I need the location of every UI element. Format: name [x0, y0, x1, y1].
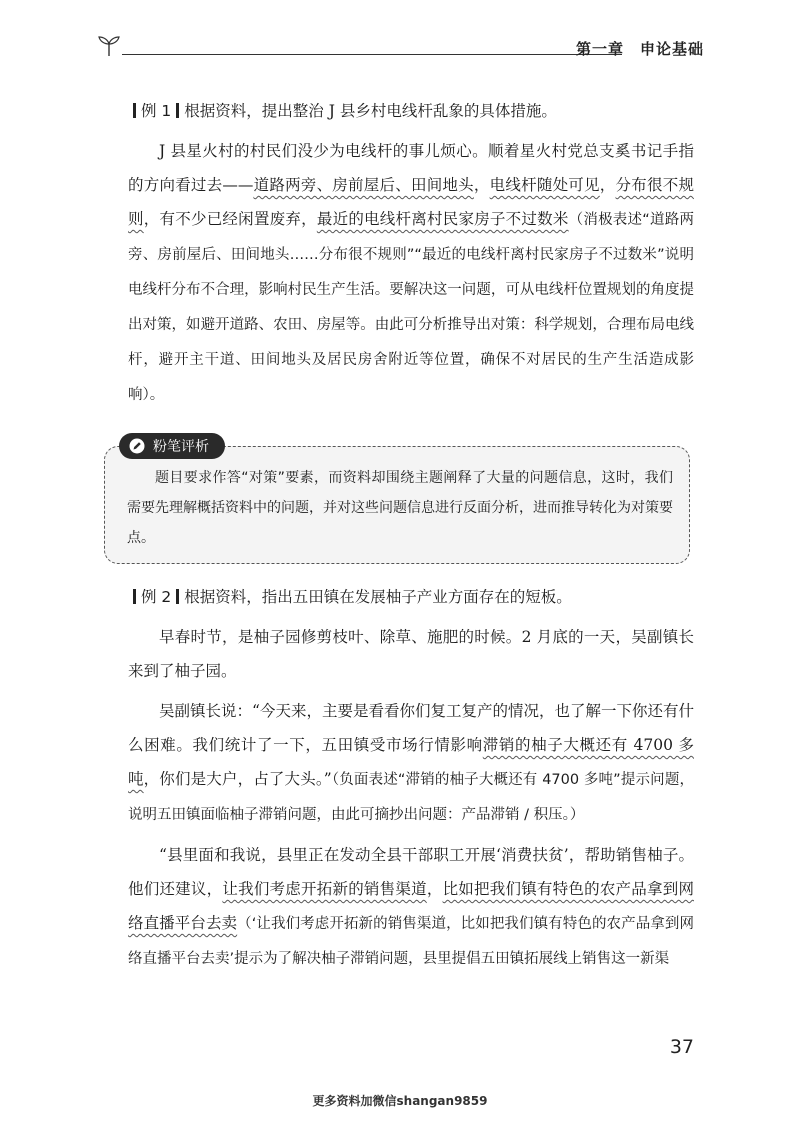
page-number: 37 — [669, 1036, 694, 1058]
commentary-text: 题目要求作答“对策”要素，而资料却围绕主题阐释了大量的问题信息，这时，我们需要先理解概括资料中的问题，并对这些问题信息进行反面分析，进而推导转化为对策要点。 — [127, 470, 673, 546]
wavy-underline: 比如把我们镇有特色的农产品拿到网络直播平台去卖 — [128, 880, 694, 932]
footer-watermark: 更多资料加微信shangan9859 — [312, 1094, 488, 1108]
label-bar-left — [133, 103, 136, 118]
example1-question-line — [128, 94, 694, 128]
label-bar-right — [176, 103, 179, 118]
example2-paragraph-1: 早春时节，是柚子园修剪枝叶、除草、施肥的时候。2 月底的一天，吴副镇长来到了柚子园。 — [128, 628, 694, 680]
example2-paragraph-3: “县里面和我说，县里正在发动全县干部职工开展‘消费扶贫’，帮助销售柚子。他们还建议，让我们考虑开拓新的销售渠道，比如把我们镇有特色的农产品拿到网络直播平台去卖（‘让我们考虑开拓新的销售渠道，比如把我们镇有特色的农产品拿到网络直播平台去卖’提示为了解决柚子滞销问题，县里提倡五田镇拓展线上销售这一新渠 — [128, 846, 694, 967]
wavy-underline: 让我们考虑开拓新的销售渠道 — [222, 880, 427, 898]
section-name: 申论基础 — [639, 40, 704, 58]
wavy-underline: 分布很不规则 — [128, 176, 694, 228]
example1-question: 根据资料，提出整治 J 县乡村电线杆乱象的具体措施。 — [184, 102, 557, 120]
label-bar-right — [176, 589, 179, 604]
wavy-underline: 电线杆随处可见 — [489, 176, 600, 194]
example2-label: 例 2 — [128, 588, 184, 606]
analysis-text: （消极表述“道路两旁、房前屋后、田间地头……分布很不规则”“最近的电线杆离村民家房子不过数米”说明电线杆分布不合理，影响村民生产生活。要解决这一问题，可从电线杆位置规划的角度提出对策，如避开道路、农田、房屋等。由此可分析推导出对策：科学规划，合理布局电线杆，避开主干道、田间地头及居民房舍附近等位置，确保不对居民的生产生活造成影响）。 — [128, 212, 694, 403]
analysis-text: （负面表述“滞销的柚子大概还有 4700 多吨”提示问题，说明五田镇面临柚子滞销问题，由此可摘抄出问题：产品滞销 / 积压。） — [128, 772, 694, 823]
pencil-icon — [129, 438, 145, 454]
example2-paragraph-2: 吴副镇长说：“今天来，主要是看看你们复工复产的情况，也了解一下你还有什么困难。我们统计了一下，五田镇受市场行情影响滞销的柚子大概还有 4700 多吨，你们是大户，占了大头。”（负面表述“滞销的柚子大概还有 4700 多吨”提示问题，说明五田镇面临柚子滞销问题，由此可摘抄出问题：产品滞销 / 积压。） — [128, 702, 694, 823]
header-rule — [122, 54, 622, 55]
chapter-number: 第一章 — [575, 40, 624, 58]
wavy-underline: 滞销的柚子大概还有 4700 多吨 — [128, 736, 694, 788]
example2-question: 根据资料，指出五田镇在发展柚子产业方面存在的短板。 — [184, 588, 572, 606]
example1-label: 例 1 — [128, 102, 184, 120]
wavy-underline: 道路两旁、房前屋后、田间地头 — [253, 176, 474, 194]
commentary-box — [104, 439, 690, 564]
example2-question-line — [128, 580, 694, 614]
label-bar-left — [133, 589, 136, 604]
analysis-text: （‘让我们考虑开拓新的销售渠道，比如把我们镇有特色的农产品拿到网络直播平台去卖’提示为了解决柚子滞销问题，县里提倡五田镇拓展线上销售这一新渠 — [128, 916, 694, 967]
chapter-title — [576, 38, 704, 59]
example1-paragraph: J 县星火村的村民们没少为电线杆的事儿烦心。顺着星火村党总支奚书记手指的方向看过去——道路两旁、房前屋后、田间地头，电线杆随处可见，分布很不规则，有不少已经闲置废弃，最近的电线杆离村民家房子不过数米（消极表述“道路两旁、房前屋后、田间地头……分布很不规则”“最近的电线杆离村民家房子不过数米”说明电线杆分布不合理，影响村民生产生活。要解决这一问题，可从电线杆位置规划的角度提出对策，如避开道路、农田、房屋等。由此可分析推导出对策：科学规划，合理布局电线杆，避开主干道、田间地头及居民房舍附近等位置，确保不对居民的生产生活造成影响）。 — [128, 142, 694, 403]
sprout-icon — [96, 32, 122, 58]
page-content — [128, 94, 694, 976]
running-header — [96, 28, 704, 64]
commentary-tag: 粉笔评析 — [119, 433, 225, 459]
wavy-underline: 最近的电线杆离村民家房子不过数米 — [316, 210, 569, 228]
